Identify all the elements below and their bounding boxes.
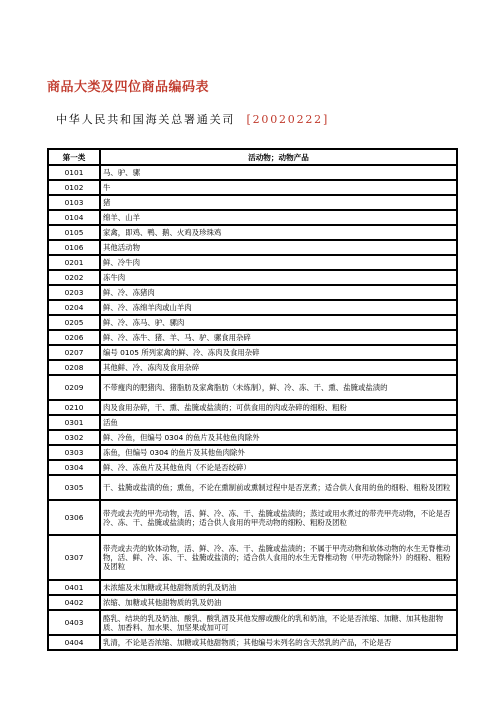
row-code: 0402 (48, 595, 100, 610)
row-code: 0206 (48, 330, 100, 345)
row-description: 不带瘦肉的肥猪肉、猪脂肪及家禽脂肪（未炼制），鲜、冷、冻、干、熏、盐腌或盐渍的 (100, 375, 457, 400)
table-row (48, 475, 457, 500)
table-row (48, 165, 457, 180)
table-row (48, 330, 457, 345)
table-row (48, 445, 457, 460)
row-description: 牛 (100, 180, 457, 195)
row-description: 鲜、冷牛肉 (100, 255, 457, 270)
row-description: 乳清，不论是否浓缩、加糖或其他甜物质；其他编号未列名的含天然乳的产品，不论是否 (100, 635, 457, 650)
row-code: 0103 (48, 195, 100, 210)
table-row (48, 180, 457, 195)
row-code: 0306 (48, 500, 100, 535)
row-description: 活鱼 (100, 415, 457, 430)
commodity-code-table (47, 148, 458, 651)
table-row (48, 500, 457, 535)
row-description: 鲜、冷、冻猪肉 (100, 285, 457, 300)
row-description: 马、驴、骡 (100, 165, 457, 180)
issuer-text: 中华人民共和国海关总署通关司 (56, 113, 236, 126)
table-row (48, 415, 457, 430)
row-code: 0305 (48, 475, 100, 500)
document-title: 商品大类及四位商品编码表 (47, 80, 210, 95)
row-code: 0202 (48, 270, 100, 285)
row-description: 未浓缩及未加糖或其他甜物质的乳及奶油 (100, 580, 457, 595)
table-row (48, 240, 457, 255)
row-description: 干、盐腌或盐渍的鱼；熏鱼，不论在熏制前或熏制过程中是否烹煮；适合供人食用的鱼的细粉、粗粉及团粒 (100, 475, 457, 500)
row-code: 0104 (48, 210, 100, 225)
row-description: 带壳或去壳的软体动物，活、鲜、冷、冻、干、盐腌或盐渍的；不属于甲壳动物和软体动物的水生无脊椎动物，活、鲜、冷、冻、干、盐腌或盐渍的；适合供人食用的水生无脊椎动物（甲壳动物除外）的细粉、粗粉及团粒 (100, 535, 457, 580)
row-description: 肉及食用杂碎，干、熏、盐腌或盐渍的；可供食用的肉或杂碎的细粉、粗粉 (100, 400, 457, 415)
table-row (48, 210, 457, 225)
row-code: 0403 (48, 610, 100, 635)
row-description: 编号 0105 所列家禽的鲜、冷、冻肉及食用杂碎 (100, 345, 457, 360)
row-code: 0209 (48, 375, 100, 400)
issue-date: [20020222] (246, 113, 330, 126)
table-row (48, 315, 457, 330)
row-description: 绵羊、山羊 (100, 210, 457, 225)
row-code: 0401 (48, 580, 100, 595)
table-row (48, 225, 457, 240)
row-code: 0307 (48, 535, 100, 580)
table-row (48, 195, 457, 210)
row-description: 其他活动物 (100, 240, 457, 255)
row-description: 带壳或去壳的甲壳动物，活、鲜、冷、冻、干、盐腌或盐渍的；蒸过或用水煮过的带壳甲壳动物，不论是否冷、冻、干、盐腌或盐渍的；适合供人食用的甲壳动物的细粉、粗粉及团粒 (100, 500, 457, 535)
row-description: 鲜、冷、冻鱼片及其他鱼肉（不论是否绞碎） (100, 460, 457, 475)
row-description: 冻牛肉 (100, 270, 457, 285)
row-code: 0304 (48, 460, 100, 475)
row-description: 浓缩、加糖或其他甜物质的乳及奶油 (100, 595, 457, 610)
row-code: 0102 (48, 180, 100, 195)
table-row (48, 400, 457, 415)
row-code: 0101 (48, 165, 100, 180)
row-code: 0205 (48, 315, 100, 330)
row-code: 0302 (48, 430, 100, 445)
document-subtitle (56, 111, 329, 127)
row-code: 0404 (48, 635, 100, 650)
description-column-header: 活动物；动物产品 (100, 149, 457, 165)
row-description: 家禽，即鸡、鸭、鹅、火鸡及珍珠鸡 (100, 225, 457, 240)
table-row (48, 635, 457, 650)
table-row (48, 255, 457, 270)
table-row (48, 375, 457, 400)
table-row (48, 535, 457, 580)
table-row (48, 270, 457, 285)
row-description: 猪 (100, 195, 457, 210)
table-row (48, 360, 457, 375)
code-column-header: 第一类 (48, 149, 100, 165)
table-row (48, 580, 457, 595)
row-description: 鲜、冷、冻牛、猪、羊、马、驴、骡食用杂碎 (100, 330, 457, 345)
table-row (48, 285, 457, 300)
row-description: 其他鲜、冷、冻肉及食用杂碎 (100, 360, 457, 375)
row-code: 0207 (48, 345, 100, 360)
row-description: 鲜、冷鱼，但编号 0304 的鱼片及其他鱼肉除外 (100, 430, 457, 445)
row-code: 0303 (48, 445, 100, 460)
row-description: 酪乳、结块的乳及奶油、酸乳、酸乳酒及其他发酵或酸化的乳和奶油，不论是否浓缩、加糖、加其他甜物质、加香料、加水果、加坚果或加可可 (100, 610, 457, 635)
row-description: 冻鱼，但编号 0304 的鱼片及其他鱼肉除外 (100, 445, 457, 460)
table-row (48, 300, 457, 315)
row-code: 0105 (48, 225, 100, 240)
row-code: 0208 (48, 360, 100, 375)
table-row (48, 610, 457, 635)
table-row (48, 595, 457, 610)
row-code: 0106 (48, 240, 100, 255)
table-row (48, 430, 457, 445)
row-code: 0301 (48, 415, 100, 430)
row-code: 0210 (48, 400, 100, 415)
row-description: 鲜、冷、冻马、驴、骡肉 (100, 315, 457, 330)
row-code: 0204 (48, 300, 100, 315)
row-description: 鲜、冷、冻绵羊肉或山羊肉 (100, 300, 457, 315)
table-row (48, 460, 457, 475)
row-code: 0203 (48, 285, 100, 300)
table-header-row (48, 149, 457, 165)
table-row (48, 345, 457, 360)
row-code: 0201 (48, 255, 100, 270)
